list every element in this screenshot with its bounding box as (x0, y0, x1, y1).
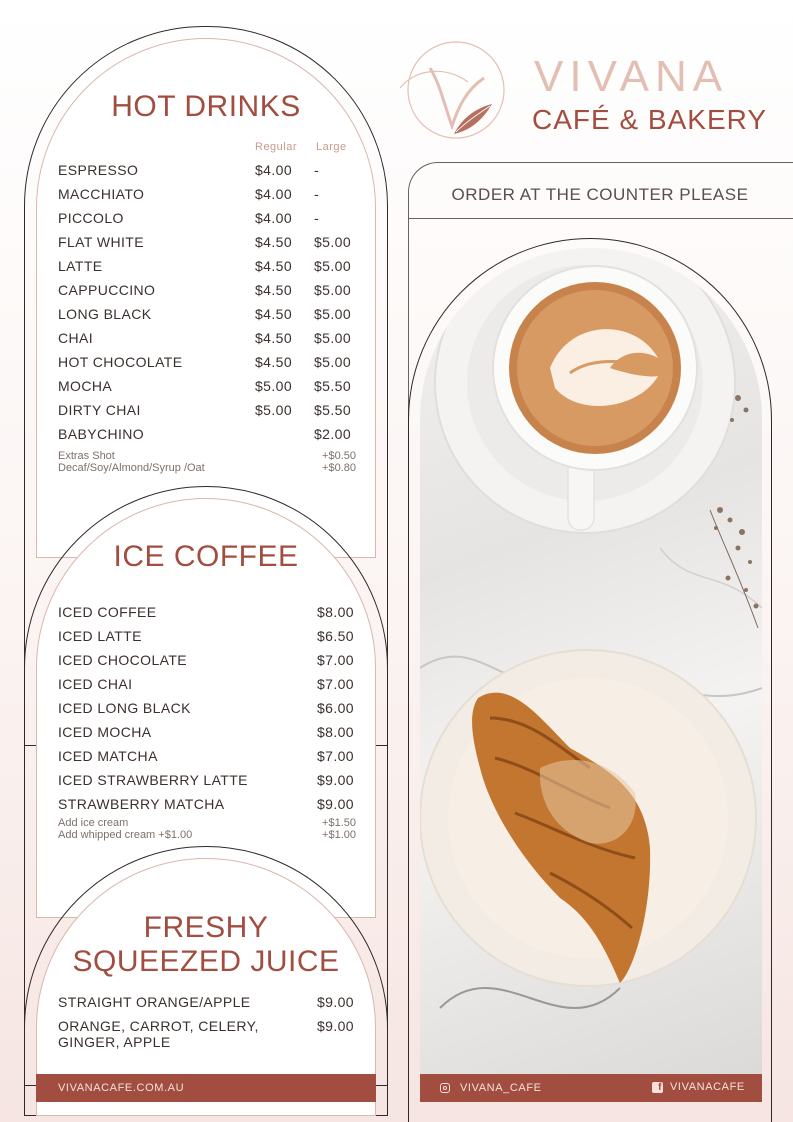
menu-item (58, 604, 358, 626)
menu-item (58, 330, 358, 352)
menu-item (58, 258, 358, 280)
hot-drinks-title: HOT DRINKS (111, 90, 301, 123)
facebook-icon: f (652, 1082, 663, 1093)
regular-price: $4.50 (255, 234, 293, 250)
brand-name: VIVANA (534, 52, 729, 101)
order-note: ORDER AT THE COUNTER PLEASE (451, 185, 749, 204)
logo-emblem-icon (396, 38, 516, 142)
large-price: - (314, 186, 320, 202)
item-price: $7.00 (316, 676, 354, 692)
menu-item (58, 724, 358, 746)
regular-price: $4.50 (255, 282, 293, 298)
item-name: ICED LONG BLACK (58, 700, 191, 716)
item-name: LATTE (58, 258, 103, 274)
instagram-handle[interactable]: VIVANA_CAFE (460, 1082, 542, 1094)
extra-label: Add whipped cream +$1.00 (58, 829, 193, 841)
item-name: FLAT WHITE (58, 234, 144, 250)
item-name: ICED CHAI (58, 676, 133, 692)
regular-price: $5.00 (255, 402, 293, 418)
item-price: $7.00 (316, 748, 354, 764)
item-name: DIRTY CHAI (58, 402, 141, 418)
regular-price: $4.00 (255, 162, 293, 178)
facebook-handle[interactable]: VIVANACAFE (670, 1081, 745, 1093)
item-name-line2: GINGER, APPLE (58, 1034, 171, 1050)
regular-price: $4.50 (255, 258, 293, 274)
regular-price: $5.00 (255, 378, 293, 394)
menu-item (58, 378, 358, 400)
item-price: $8.00 (316, 724, 354, 740)
item-name: BABYCHINO (58, 426, 145, 442)
item-name: ICED LATTE (58, 628, 142, 644)
extra-label: Decaf/Soy/Almond/Syrup /Oat (58, 462, 205, 474)
regular-price: $4.50 (255, 306, 293, 322)
menu-item (58, 748, 358, 770)
ice-coffee-extras (58, 817, 356, 843)
menu-item (58, 772, 358, 794)
large-price: $2.00 (314, 426, 352, 442)
item-name: ESPRESSO (58, 162, 139, 178)
item-name: CAPPUCCINO (58, 282, 156, 298)
extra-label: Extras Shot (58, 450, 115, 462)
extra-price: +$0.50 (322, 450, 356, 462)
large-price: $5.50 (314, 378, 352, 394)
extra-price: +$0.80 (322, 462, 356, 474)
coffee-croissant-photo (420, 248, 762, 1074)
item-name: STRAIGHT ORANGE/APPLE (58, 994, 251, 1010)
item-name (58, 1018, 259, 1050)
large-price: $5.00 (314, 282, 352, 298)
brand-subtitle: CAFÉ & BAKERY (532, 104, 768, 135)
photo-illustration (420, 248, 762, 1074)
menu-item (58, 796, 358, 818)
extra-price: +$1.50 (322, 817, 356, 829)
item-name: ICED MATCHA (58, 748, 158, 764)
hot-drinks-extras (58, 450, 356, 476)
item-name: STRAWBERRY MATCHA (58, 796, 225, 812)
menu-item (58, 402, 358, 424)
item-price: $8.00 (316, 604, 354, 620)
item-price: $9.00 (316, 772, 354, 788)
menu-item (58, 426, 358, 448)
ice-coffee-title: ICE COFFEE (113, 540, 299, 573)
order-band-divider (408, 218, 793, 219)
menu-item (58, 1018, 358, 1052)
item-name: ICED MOCHA (58, 724, 152, 740)
large-price: $5.00 (314, 258, 352, 274)
extra-label: Add ice cream (58, 817, 129, 829)
column-regular-label: Regular (255, 141, 298, 153)
item-name: HOT CHOCOLATE (58, 354, 183, 370)
item-name: ICED STRAWBERRY LATTE (58, 772, 248, 788)
menu-item (58, 186, 358, 208)
regular-price: $4.50 (255, 330, 293, 346)
item-price: $7.00 (316, 652, 354, 668)
large-price: $5.00 (314, 330, 352, 346)
regular-price: $4.00 (255, 210, 293, 226)
regular-price: $4.50 (255, 354, 293, 370)
item-name: CHAI (58, 330, 94, 346)
menu-item (58, 162, 358, 184)
menu-item (58, 306, 358, 328)
item-price: $9.00 (316, 994, 354, 1010)
item-name-line1: ORANGE, CARROT, CELERY, (58, 1018, 259, 1034)
item-name: ICED CHOCOLATE (58, 652, 188, 668)
menu-item (58, 700, 358, 722)
column-large-label: Large (316, 141, 347, 153)
social-bar (420, 1074, 762, 1102)
menu-item (58, 652, 358, 674)
menu-item (58, 994, 358, 1016)
menu-item (58, 210, 358, 232)
item-price: $9.00 (316, 796, 354, 812)
menu-item (58, 282, 358, 304)
menu-item (58, 234, 358, 256)
item-name: PICCOLO (58, 210, 124, 226)
large-price: $5.00 (314, 234, 352, 250)
large-price: - (314, 162, 320, 178)
menu-item (58, 628, 358, 650)
website-bar (36, 1074, 376, 1102)
menu-item (58, 354, 358, 376)
item-name: MACCHIATO (58, 186, 145, 202)
item-name: LONG BLACK (58, 306, 152, 322)
item-price: $6.00 (316, 700, 354, 716)
juice-title-line2: SQUEEZED JUICE (72, 945, 340, 978)
item-price: $6.50 (316, 628, 354, 644)
item-name: MOCHA (58, 378, 113, 394)
juice-title-line1: FRESHY (143, 911, 269, 944)
large-price: $5.50 (314, 402, 352, 418)
extra-price: +$1.00 (322, 829, 356, 841)
menu-item (58, 676, 358, 698)
item-price: $9.00 (316, 1018, 354, 1034)
large-price: - (314, 210, 320, 226)
item-name: ICED COFFEE (58, 604, 157, 620)
regular-price: $4.00 (255, 186, 293, 202)
website-link[interactable]: VIVANACAFE.COM.AU (58, 1082, 185, 1094)
large-price: $5.00 (314, 306, 352, 322)
large-price: $5.00 (314, 354, 352, 370)
instagram-icon (440, 1083, 450, 1093)
